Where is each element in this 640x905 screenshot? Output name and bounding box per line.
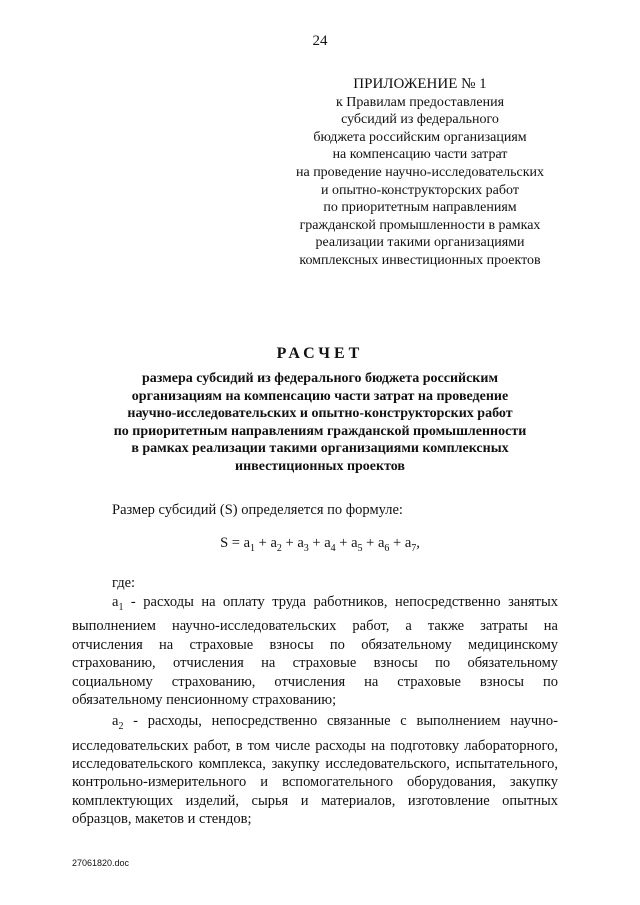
file-name-footer: 27061820.doc [72, 858, 130, 868]
appendix-line: комплексных инвестиционных проектов [299, 252, 541, 268]
appendix-line: субсидий из федерального [341, 112, 499, 128]
formula-term: $a_3$ [297, 535, 309, 554]
page-number: 24 [312, 33, 328, 49]
calculation-title: РАСЧЕТ [276, 345, 364, 362]
definitions [72, 593, 558, 832]
appendix-line: бюджета российским организациям [313, 129, 527, 145]
subtitle-line: научно-исследовательских и опытно-конструкторских работ [127, 406, 513, 422]
appendix-line: на проведение научно-исследовательских [295, 164, 545, 180]
formula-term: $a_1$ [243, 535, 256, 554]
subtitle-line: размера субсидий из федерального бюджета российским [142, 371, 498, 386]
appendix-line: и опытно-конструкторских работ [321, 182, 519, 198]
definition-a1: $a_1$ - расходы на оплату труда работников, непосредственно занятых выполнением научно-исследовательских работ, а также затраты на отчисления на страховые взносы по обязательному медицинскому страхованию, отчисления на страховые взносы по обязательному социальному страхованию, отчисления на страховые взносы по обязательному пенсионному страхованию; [72, 594, 558, 708]
where-label: где: [112, 575, 136, 591]
calculation-subtitle [95, 370, 545, 476]
formula-term: $a_6$ [377, 535, 390, 554]
formula-equals: = [231, 535, 240, 551]
formula-term: $a_2$ [270, 535, 282, 554]
formula-intro: Размер субсидий (S) определяется по формуле: [112, 502, 403, 518]
formula-term: $a_4$ [324, 535, 336, 554]
appendix-line: реализации такими организациями [315, 235, 525, 251]
subtitle-line: организациям на компенсацию части затрат на проведение [131, 388, 509, 404]
definition-a2: $a_2$ - расходы, непосредственно связанные с выполнением научно-исследовательских работ, в том числе расходы на подготовку лабораторного, исследовательского комплекса, закупку исследовательского, испытательного, контрольно-измерительного и вспомогательного оборудования, закупку комплектующих изделий, сырья и материалов, изготовление опытных образцов, макетов и стендов; [72, 713, 558, 828]
appendix-line: к Правилам предоставления [335, 94, 505, 110]
formula-term: $a_7$ [404, 535, 417, 554]
appendix-line: по приоритетным направлениям [323, 200, 517, 216]
subtitle-line: инвестиционных проектов [235, 458, 405, 474]
appendix-block [275, 76, 565, 270]
formula-term: $a_5$ [351, 535, 363, 554]
appendix-heading: ПРИЛОЖЕНИЕ № 1 [353, 76, 487, 92]
subtitle-line: в рамках реализации такими организациями комплексных [131, 441, 509, 457]
appendix-line: гражданской промышленности в рамках [299, 217, 541, 233]
formula-lhs: S [220, 535, 229, 551]
subtitle-line: по приоритетным направлениям гражданской промышленности [113, 423, 527, 439]
formula: $S = a_1 + a_2 + a_3 + a_4 + a_5 + a_6 + a_7$, [220, 535, 420, 554]
appendix-line: на компенсацию части затрат [332, 147, 508, 163]
